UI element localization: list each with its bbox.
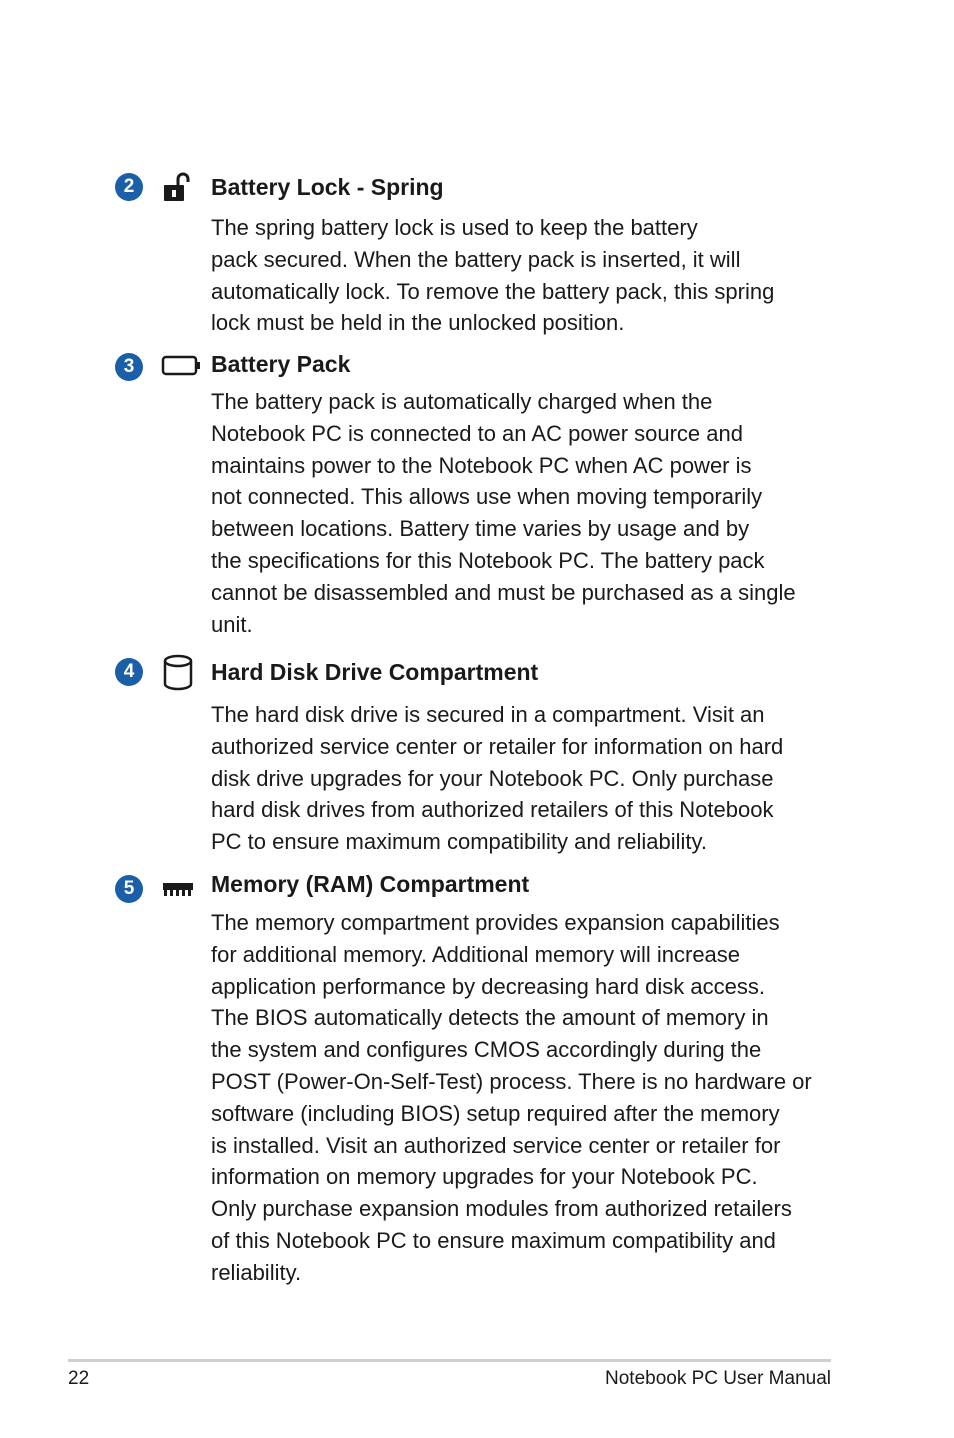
body-line: maintains power to the Notebook PC when AC power is <box>211 452 752 478</box>
section-body <box>211 699 851 858</box>
body-line: not connected. This allows use when moving temporarily <box>211 484 763 510</box>
body-line: Notebook PC is connected to an AC power source and <box>211 420 743 446</box>
number-badge: 5 <box>115 875 143 903</box>
body-line: cannot be disassembled and must be purchased as a single <box>211 579 796 605</box>
section-title: Memory (RAM) Compartment <box>211 871 530 897</box>
section-body <box>211 212 851 339</box>
body-line: hard disk drives from authorized retailers of this Notebook <box>211 797 774 823</box>
body-line: The memory compartment provides expansion capabilities <box>211 910 780 935</box>
body-line: The spring battery lock is used to keep the battery <box>211 215 698 240</box>
section-body <box>211 386 851 640</box>
body-line: lock must be held in the unlocked position. <box>211 310 625 336</box>
body-line: Only purchase expansion modules from authorized retailers <box>211 1196 792 1222</box>
body-line: of this Notebook PC to ensure maximum compatibility and <box>211 1227 776 1253</box>
body-line: software (including BIOS) setup required after the memory <box>211 1100 780 1126</box>
body-line: between locations. Battery time varies by usage and by <box>211 516 750 542</box>
memory-module-icon <box>161 881 195 904</box>
section-body <box>211 907 851 1289</box>
body-line: application performance by decreasing hard disk access. <box>211 973 765 999</box>
body-line: unit. <box>211 611 253 637</box>
body-line: The hard disk drive is secured in a compartment. Visit an <box>211 702 765 727</box>
footer-divider <box>68 1359 831 1362</box>
body-line: POST (Power-On-Self-Test) process. There is no hardware or <box>211 1068 812 1094</box>
body-line: the specifications for this Notebook PC. The battery pack <box>211 547 765 573</box>
body-line: The battery pack is automatically charged when the <box>211 389 713 414</box>
section-title: Battery Pack <box>211 351 351 377</box>
body-line: pack secured. When the battery pack is inserted, it will <box>211 246 741 272</box>
section-title: Hard Disk Drive Compartment <box>211 659 539 685</box>
body-line: for additional memory. Additional memory will increase <box>211 941 741 967</box>
body-line: The BIOS automatically detects the amount of memory in <box>211 1005 769 1031</box>
unlocked-padlock-icon <box>161 172 193 209</box>
body-line: authorized service center or retailer for information on hard <box>211 733 784 759</box>
manual-title: Notebook PC User Manual <box>605 1368 831 1389</box>
number-badge: 3 <box>115 353 143 381</box>
section-title: Battery Lock - Spring <box>211 174 444 200</box>
body-line: is installed. Visit an authorized service center or retailer for <box>211 1132 781 1158</box>
number-badge: 2 <box>115 173 143 201</box>
number-badge: 4 <box>115 658 143 686</box>
body-line: PC to ensure maximum compatibility and reliability. <box>211 829 707 855</box>
body-line: the system and configures CMOS accordingly during the <box>211 1037 762 1063</box>
battery-icon <box>161 355 201 382</box>
body-line: automatically lock. To remove the battery pack, this spring <box>211 278 775 304</box>
hard-disk-icon <box>161 654 195 697</box>
body-line: reliability. <box>211 1259 302 1285</box>
body-line: information on memory upgrades for your Notebook PC. <box>211 1164 758 1190</box>
body-line: disk drive upgrades for your Notebook PC. Only purchase <box>211 765 774 791</box>
page-number: 22 <box>68 1368 90 1389</box>
